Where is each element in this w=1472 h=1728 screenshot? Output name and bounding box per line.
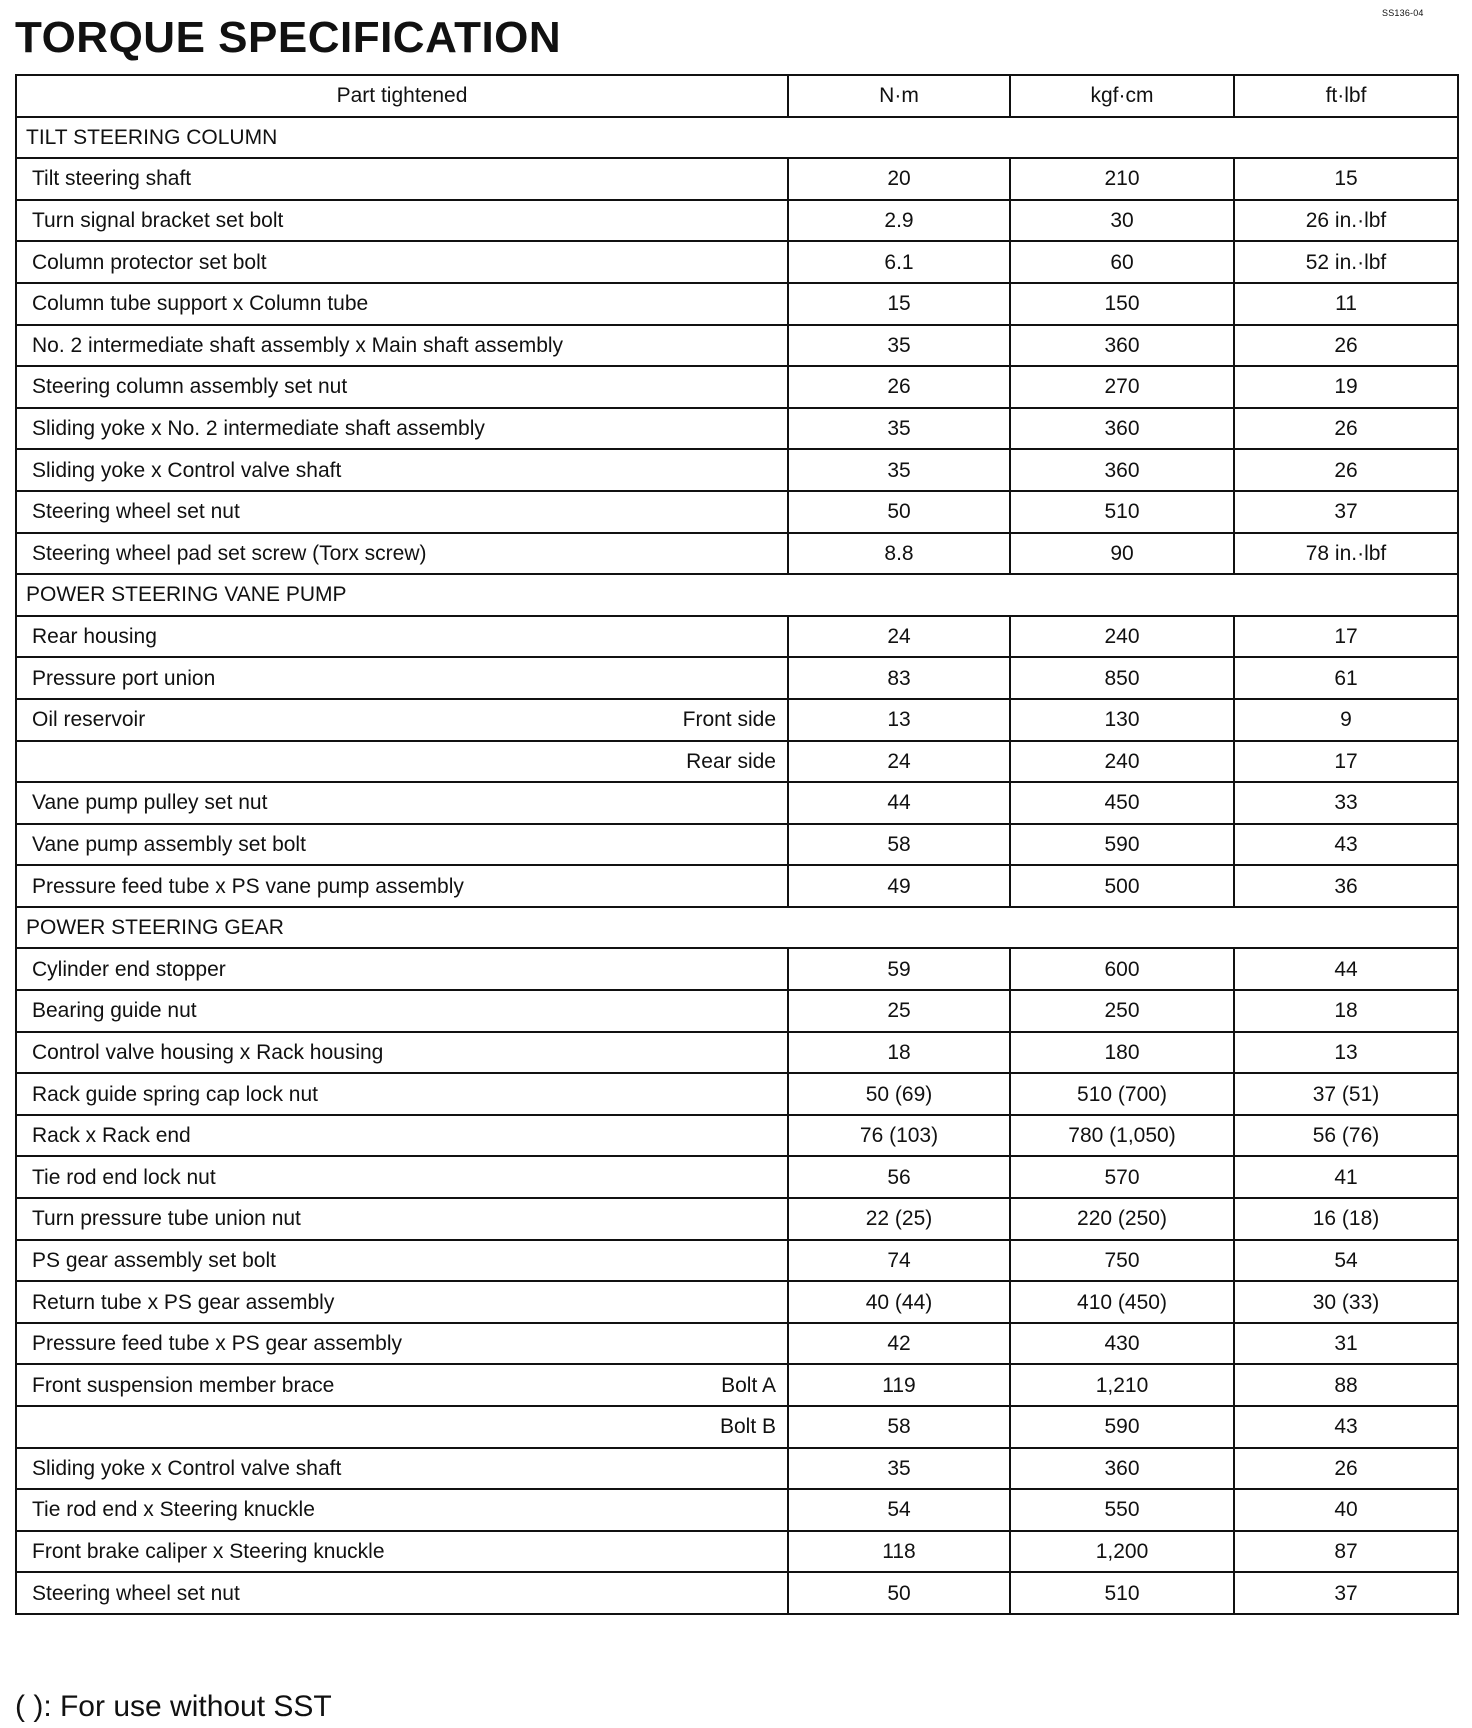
torque-kgf-cm-cell: 590	[1010, 824, 1234, 866]
torque-ft-lbf-cell: 41	[1234, 1156, 1458, 1198]
part-cell	[16, 158, 788, 200]
torque-kgf-cm-cell: 210	[1010, 158, 1234, 200]
part-cell	[16, 241, 788, 283]
part-cell	[16, 1323, 788, 1365]
part-name: Column tube support x Column tube	[32, 292, 369, 316]
torque-kgf-cm-cell: 90	[1010, 533, 1234, 575]
torque-kgf-cm-cell: 360	[1010, 1448, 1234, 1490]
torque-ft-lbf-cell: 9	[1234, 699, 1458, 741]
torque-nm-cell: 35	[788, 1448, 1010, 1490]
torque-ft-lbf-cell: 78 in.·lbf	[1234, 533, 1458, 575]
torque-kgf-cm-cell: 360	[1010, 325, 1234, 367]
table-row	[16, 1572, 1458, 1614]
torque-kgf-cm-cell: 510	[1010, 491, 1234, 533]
torque-ft-lbf-cell: 17	[1234, 616, 1458, 658]
torque-kgf-cm-cell: 180	[1010, 1032, 1234, 1074]
part-cell	[16, 1240, 788, 1282]
table-row	[16, 200, 1458, 242]
part-cell	[16, 948, 788, 990]
torque-nm-cell: 58	[788, 824, 1010, 866]
torque-nm-cell: 59	[788, 948, 1010, 990]
torque-nm-cell: 40 (44)	[788, 1281, 1010, 1323]
part-cell	[16, 782, 788, 824]
table-row	[16, 491, 1458, 533]
section-label: POWER STEERING GEAR	[16, 907, 1458, 949]
table-row	[16, 158, 1458, 200]
table-row	[16, 1406, 1458, 1448]
part-cell	[16, 366, 788, 408]
torque-ft-lbf-cell: 26	[1234, 408, 1458, 450]
part-cell	[16, 408, 788, 450]
torque-nm-cell: 58	[788, 1406, 1010, 1448]
torque-nm-cell: 35	[788, 449, 1010, 491]
table-row	[16, 283, 1458, 325]
torque-nm-cell: 13	[788, 699, 1010, 741]
table-row	[16, 1115, 1458, 1157]
torque-ft-lbf-cell: 43	[1234, 1406, 1458, 1448]
table-row	[16, 699, 1458, 741]
part-location: Bolt B	[719, 1415, 776, 1439]
torque-kgf-cm-cell: 550	[1010, 1489, 1234, 1531]
table-row	[16, 741, 1458, 783]
torque-table	[15, 74, 1459, 1615]
torque-ft-lbf-cell: 26	[1234, 1448, 1458, 1490]
part-location: Front side	[682, 708, 776, 732]
torque-nm-cell: 18	[788, 1032, 1010, 1074]
part-name: Return tube x PS gear assembly	[32, 1290, 335, 1314]
table-row	[16, 1364, 1458, 1406]
section-header-row	[16, 907, 1458, 949]
section-label: TILT STEERING COLUMN	[16, 117, 1458, 159]
section-header-row	[16, 117, 1458, 159]
torque-kgf-cm-cell: 590	[1010, 1406, 1234, 1448]
part-name: Tilt steering shaft	[32, 167, 192, 191]
part-cell	[16, 1531, 788, 1573]
torque-nm-cell: 119	[788, 1364, 1010, 1406]
torque-kgf-cm-cell: 360	[1010, 449, 1234, 491]
torque-kgf-cm-cell: 220 (250)	[1010, 1198, 1234, 1240]
part-cell	[16, 616, 788, 658]
torque-nm-cell: 25	[788, 990, 1010, 1032]
table-row	[16, 241, 1458, 283]
part-location: Rear side	[686, 749, 776, 773]
part-cell	[16, 824, 788, 866]
header-part-tightened: Part tightened	[16, 75, 788, 117]
torque-nm-cell: 44	[788, 782, 1010, 824]
part-name: Cylinder end stopper	[32, 957, 226, 981]
torque-ft-lbf-cell: 11	[1234, 283, 1458, 325]
torque-ft-lbf-cell: 36	[1234, 865, 1458, 907]
part-name: Pressure feed tube x PS gear assembly	[32, 1332, 403, 1356]
part-name: Pressure port union	[32, 666, 216, 690]
torque-ft-lbf-cell: 17	[1234, 741, 1458, 783]
torque-nm-cell: 22 (25)	[788, 1198, 1010, 1240]
part-name: Sliding yoke x Control valve shaft	[32, 458, 342, 482]
torque-nm-cell: 50 (69)	[788, 1073, 1010, 1115]
table-row	[16, 1323, 1458, 1365]
table-header-row	[16, 75, 1458, 117]
part-name: Front suspension member brace	[32, 1373, 335, 1397]
part-name: Pressure feed tube x PS vane pump assembly	[32, 874, 464, 898]
part-cell	[16, 1572, 788, 1614]
table-row	[16, 449, 1458, 491]
table-row	[16, 1448, 1458, 1490]
torque-kgf-cm-cell: 250	[1010, 990, 1234, 1032]
torque-nm-cell: 24	[788, 741, 1010, 783]
table-row	[16, 990, 1458, 1032]
part-cell	[16, 491, 788, 533]
torque-ft-lbf-cell: 37	[1234, 1572, 1458, 1614]
torque-kgf-cm-cell: 570	[1010, 1156, 1234, 1198]
torque-kgf-cm-cell: 270	[1010, 366, 1234, 408]
torque-ft-lbf-cell: 26	[1234, 449, 1458, 491]
part-cell	[16, 1489, 788, 1531]
torque-nm-cell: 2.9	[788, 200, 1010, 242]
table-row	[16, 1032, 1458, 1074]
part-cell	[16, 1364, 788, 1406]
part-cell	[16, 699, 788, 741]
torque-nm-cell: 74	[788, 1240, 1010, 1282]
section-label: POWER STEERING VANE PUMP	[16, 574, 1458, 616]
table-row	[16, 1073, 1458, 1115]
torque-kgf-cm-cell: 430	[1010, 1323, 1234, 1365]
torque-nm-cell: 6.1	[788, 241, 1010, 283]
table-row	[16, 1531, 1458, 1573]
document-code: SS136-04	[1382, 8, 1424, 18]
torque-nm-cell: 26	[788, 366, 1010, 408]
torque-ft-lbf-cell: 18	[1234, 990, 1458, 1032]
torque-nm-cell: 83	[788, 657, 1010, 699]
table-row	[16, 1198, 1458, 1240]
part-name: Control valve housing x Rack housing	[32, 1040, 384, 1064]
part-cell	[16, 1115, 788, 1157]
torque-ft-lbf-cell: 52 in.·lbf	[1234, 241, 1458, 283]
part-name: Rack guide spring cap lock nut	[32, 1082, 318, 1106]
table-body	[16, 117, 1458, 1614]
table-row	[16, 782, 1458, 824]
torque-kgf-cm-cell: 410 (450)	[1010, 1281, 1234, 1323]
table-row	[16, 657, 1458, 699]
torque-kgf-cm-cell: 850	[1010, 657, 1234, 699]
part-name: Vane pump assembly set bolt	[32, 832, 306, 856]
torque-kgf-cm-cell: 600	[1010, 948, 1234, 990]
torque-nm-cell: 15	[788, 283, 1010, 325]
part-name: Steering wheel set nut	[32, 1581, 240, 1605]
part-name: Column protector set bolt	[32, 250, 267, 274]
part-name: Vane pump pulley set nut	[32, 791, 268, 815]
table-row	[16, 824, 1458, 866]
torque-kgf-cm-cell: 510	[1010, 1572, 1234, 1614]
part-cell	[16, 865, 788, 907]
part-name: Steering wheel set nut	[32, 500, 240, 524]
torque-nm-cell: 118	[788, 1531, 1010, 1573]
torque-ft-lbf-cell: 88	[1234, 1364, 1458, 1406]
torque-ft-lbf-cell: 15	[1234, 158, 1458, 200]
part-name: Sliding yoke x Control valve shaft	[32, 1456, 342, 1480]
table-row	[16, 948, 1458, 990]
table-row	[16, 366, 1458, 408]
part-cell	[16, 741, 788, 783]
torque-kgf-cm-cell: 360	[1010, 408, 1234, 450]
torque-nm-cell: 50	[788, 1572, 1010, 1614]
torque-ft-lbf-cell: 26 in.·lbf	[1234, 200, 1458, 242]
torque-ft-lbf-cell: 26	[1234, 325, 1458, 367]
footnote: ( ): For use without SST	[15, 1690, 332, 1723]
header-ft-lbf: ft·lbf	[1234, 75, 1458, 117]
torque-nm-cell: 54	[788, 1489, 1010, 1531]
torque-nm-cell: 20	[788, 158, 1010, 200]
table-row	[16, 1281, 1458, 1323]
table-row	[16, 1156, 1458, 1198]
torque-ft-lbf-cell: 56 (76)	[1234, 1115, 1458, 1157]
part-cell	[16, 200, 788, 242]
torque-ft-lbf-cell: 54	[1234, 1240, 1458, 1282]
torque-nm-cell: 8.8	[788, 533, 1010, 575]
part-cell	[16, 1281, 788, 1323]
torque-ft-lbf-cell: 19	[1234, 366, 1458, 408]
section-header-row	[16, 574, 1458, 616]
torque-kgf-cm-cell: 780 (1,050)	[1010, 1115, 1234, 1157]
part-location: Bolt A	[721, 1373, 776, 1397]
table-row	[16, 616, 1458, 658]
part-cell	[16, 533, 788, 575]
table-row	[16, 408, 1458, 450]
part-cell	[16, 1156, 788, 1198]
part-cell	[16, 1073, 788, 1115]
part-name: Rack x Rack end	[32, 1124, 191, 1148]
torque-ft-lbf-cell: 44	[1234, 948, 1458, 990]
torque-kgf-cm-cell: 240	[1010, 616, 1234, 658]
part-name: PS gear assembly set bolt	[32, 1248, 276, 1272]
part-name: Tie rod end lock nut	[32, 1165, 216, 1189]
torque-kgf-cm-cell: 60	[1010, 241, 1234, 283]
part-cell	[16, 657, 788, 699]
part-name: Front brake caliper x Steering knuckle	[32, 1540, 385, 1564]
torque-nm-cell: 42	[788, 1323, 1010, 1365]
torque-kgf-cm-cell: 30	[1010, 200, 1234, 242]
part-cell	[16, 1448, 788, 1490]
torque-ft-lbf-cell: 30 (33)	[1234, 1281, 1458, 1323]
page-title: TORQUE SPECIFICATION	[15, 13, 562, 62]
table-row	[16, 1240, 1458, 1282]
header-kgf-cm: kgf·cm	[1010, 75, 1234, 117]
torque-kgf-cm-cell: 750	[1010, 1240, 1234, 1282]
torque-kgf-cm-cell: 510 (700)	[1010, 1073, 1234, 1115]
part-name: Tie rod end x Steering knuckle	[32, 1498, 315, 1522]
part-cell	[16, 1032, 788, 1074]
part-name: Rear housing	[32, 625, 157, 649]
torque-ft-lbf-cell: 37 (51)	[1234, 1073, 1458, 1115]
part-name: Oil reservoir	[32, 708, 146, 732]
torque-ft-lbf-cell: 37	[1234, 491, 1458, 533]
part-cell	[16, 449, 788, 491]
part-cell	[16, 1406, 788, 1448]
part-name: Bearing guide nut	[32, 999, 197, 1023]
torque-ft-lbf-cell: 43	[1234, 824, 1458, 866]
part-cell	[16, 325, 788, 367]
header-nm: N·m	[788, 75, 1010, 117]
torque-kgf-cm-cell: 150	[1010, 283, 1234, 325]
torque-nm-cell: 24	[788, 616, 1010, 658]
torque-kgf-cm-cell: 450	[1010, 782, 1234, 824]
torque-ft-lbf-cell: 31	[1234, 1323, 1458, 1365]
torque-kgf-cm-cell: 1,210	[1010, 1364, 1234, 1406]
part-name: Steering wheel pad set screw (Torx screw)	[32, 541, 427, 565]
torque-nm-cell: 56	[788, 1156, 1010, 1198]
torque-ft-lbf-cell: 87	[1234, 1531, 1458, 1573]
torque-ft-lbf-cell: 40	[1234, 1489, 1458, 1531]
torque-kgf-cm-cell: 240	[1010, 741, 1234, 783]
part-cell	[16, 1198, 788, 1240]
table-row	[16, 533, 1458, 575]
torque-nm-cell: 76 (103)	[788, 1115, 1010, 1157]
torque-nm-cell: 35	[788, 325, 1010, 367]
torque-nm-cell: 35	[788, 408, 1010, 450]
table-row	[16, 865, 1458, 907]
torque-kgf-cm-cell: 500	[1010, 865, 1234, 907]
torque-ft-lbf-cell: 16 (18)	[1234, 1198, 1458, 1240]
torque-ft-lbf-cell: 61	[1234, 657, 1458, 699]
torque-nm-cell: 50	[788, 491, 1010, 533]
part-cell	[16, 990, 788, 1032]
torque-kgf-cm-cell: 1,200	[1010, 1531, 1234, 1573]
part-name: Steering column assembly set nut	[32, 375, 348, 399]
part-name: Sliding yoke x No. 2 intermediate shaft assembly	[32, 417, 485, 441]
torque-nm-cell: 49	[788, 865, 1010, 907]
torque-kgf-cm-cell: 130	[1010, 699, 1234, 741]
part-cell	[16, 283, 788, 325]
part-name: Turn signal bracket set bolt	[32, 209, 284, 233]
part-name: Turn pressure tube union nut	[32, 1207, 301, 1231]
table-row	[16, 1489, 1458, 1531]
torque-ft-lbf-cell: 13	[1234, 1032, 1458, 1074]
torque-ft-lbf-cell: 33	[1234, 782, 1458, 824]
part-name: No. 2 intermediate shaft assembly x Main shaft assembly	[32, 333, 564, 357]
table-row	[16, 325, 1458, 367]
